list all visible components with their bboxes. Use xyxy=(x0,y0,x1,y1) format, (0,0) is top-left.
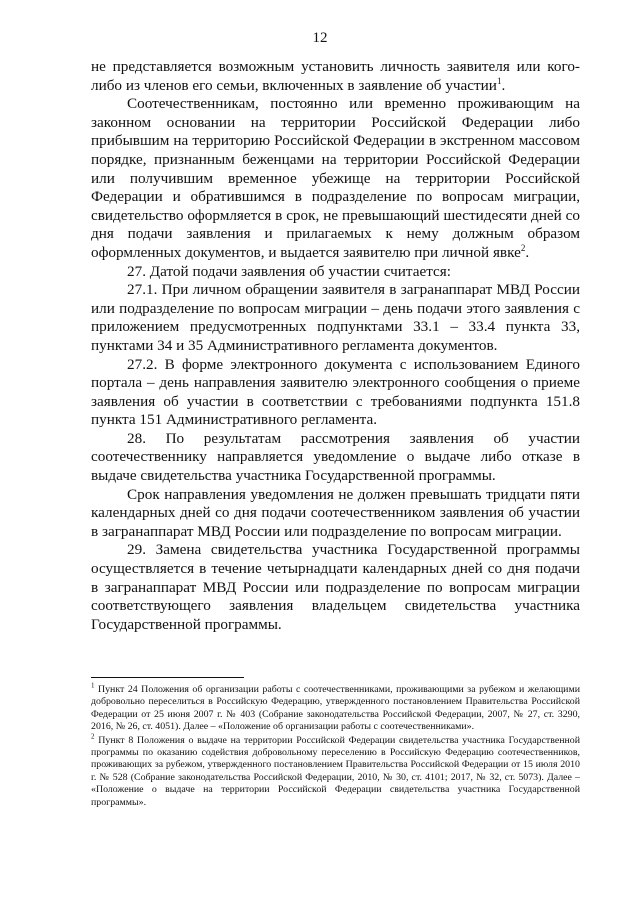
paragraph-compatriots xyxy=(91,95,580,262)
footnote-1 xyxy=(91,681,580,734)
paragraph-27-2: 27.2. В форме электронного документа с использованием Единого портала – день направления заявителю электронного сообщения о приеме заявления об участии в соответствии с требованиями подпункта 151.8 пункта 151 Административного регламента. xyxy=(91,355,580,429)
paragraph-27: 27. Датой подачи заявления об участии считается: xyxy=(127,262,452,280)
body-text xyxy=(91,58,580,634)
paragraph-tail: . xyxy=(501,76,506,94)
footnote-mark: 1 xyxy=(91,681,95,690)
paragraph-continuation xyxy=(91,58,580,95)
paragraph-27-1: 27.1. При личном обращении заявителя в загранаппарат МВД России или подразделение по вопросам миграции – день подачи этого заявления с приложением предусмотренных подпунктами 33.1 – 33.4 пункта 33, пунктами 34 и 35 Административного регламента документов. xyxy=(91,281,580,354)
footnote-ref[interactable]: 1 xyxy=(496,75,502,86)
footnote-2 xyxy=(91,732,580,809)
paragraph-text: Соотечественникам, постоянно или временно проживающим на законном основании на территории Российской Федерации либо прибывшим на территорию Российской Федерации в экстренном массовом порядке, признанным беженцами на территории Российской Федерации или получившим временное убежище на территории Российской Федерации и обратившимся в подразделение по вопросам миграции, свидетельство оформляется в срок, не превышающий шестидесяти дней со дня подачи заявления и прилагаемых к нему должным образом оформленных документов, и выдается заявителю при личной явке xyxy=(91,95,580,261)
footnote-ref[interactable]: 2 xyxy=(520,242,526,253)
paragraph-29: 29. Замена свидетельства участника Государственной программы осуществляется в течение четырнадцати календарных дней со дня подачи в загранаппарат МВД России или подразделение по вопросам миграции соответствующего заявления владельцем свидетельства участника Государственной программы. xyxy=(91,541,580,633)
paragraph-text: не представляется возможным установить личность заявителя или кого-либо из членов его семьи, включенных в заявление об участии xyxy=(91,58,580,94)
footnote-text: Пункт 24 Положения об организации работы с соотечественниками, проживающими за рубежом и желающими добровольно переселиться в Российскую Федерацию, утвержденного постановлением Правительства Российской Федерации от 25 июня 2007 г. № 403 (Собрание законодательства Российской Федерации, 2007, № 27, ст. 3290, 2016, № 26, ст. 4051). Далее – «Положение об организации работы с соотечественниками». xyxy=(91,684,580,733)
footnote-text: Пункт 8 Положения о выдаче на территории Российской Федерации свидетельства участника Государственной программы по оказанию содействия добровольному переселению в Российскую Федерацию соотечественников, проживающих за рубежом, утвержденного постановлением Правительства Российской Федерации от 15 июля 2010 г. № 528 (Собрание законодательства Российской Федерации, 2010, № 30, ст. 4101; 2017, № 32, ст. 5073). Далее – «Положение о выдаче на территории Российской Федерации свидетельства участника Государственной программы». xyxy=(91,734,580,808)
footnote-divider xyxy=(91,677,244,678)
paragraph-28: 28. По результатам рассмотрения заявления об участии соотечественнику направляется уведомление о выдаче либо отказе в выдаче свидетельства участника Государственной программы. xyxy=(91,429,580,485)
footnote-mark: 2 xyxy=(91,732,95,741)
page-number: 12 xyxy=(312,30,328,46)
footnotes xyxy=(91,681,580,810)
paragraph-notice-deadline: Срок направления уведомления не должен превышать тридцати пяти календарных дней со дня подачи соотечественником заявления об участии в загранаппарат МВД России или подразделение по вопросам миграции. xyxy=(91,485,580,540)
paragraph-tail: . xyxy=(525,243,530,261)
